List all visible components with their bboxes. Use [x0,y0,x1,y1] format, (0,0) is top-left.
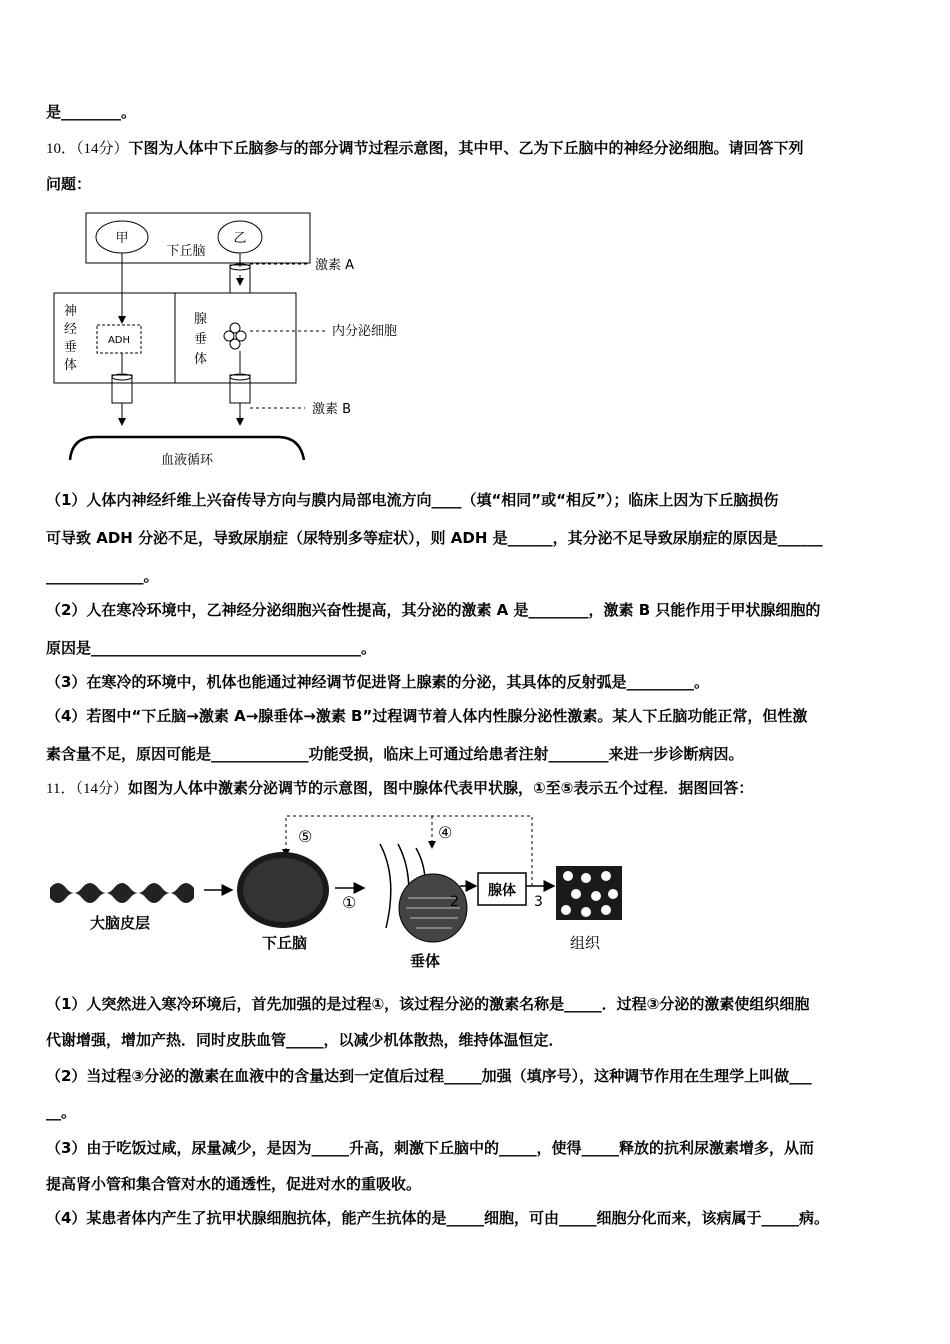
q11-p3-line2: 提高肾小管和集合管对水的通透性，促进对水的重吸收。 [46,1175,422,1193]
cerebral-cortex-shape [50,883,194,903]
q10-stem-line2: 问题： [46,175,92,193]
gland-label: 腺体 [488,883,516,899]
adeno-pit-char3: 体 [194,352,208,367]
step-3-label: 3 [534,894,543,910]
q10-p2-line2: 原因是____________________________________。 [46,639,377,657]
q11-p1-line1: （1）人突然进入寒冷环境后，首先加强的是过程①，该过程分泌的激素名称是_____．过程③分泌的激素使组织细胞 [46,995,810,1013]
q10-stem-line1 [46,138,804,159]
cortex-label: 大脑皮层 [90,914,151,932]
cell-jia-label: 甲 [115,231,129,246]
step-1-label: ① [342,893,357,912]
q11-diagram [48,808,648,978]
q11-stem [46,778,753,799]
neuro-pit-char2: 经 [64,322,78,337]
hypothalamus-label: 下丘脑 [166,244,206,259]
hormone-a-label: 激素 A [315,258,355,273]
q10-p1-line1: （1）人体内神经纤维上兴奋传导方向与膜内局部电流方向____（填“相同”或“相反”）；临床上因为下丘脑损伤 [46,491,779,509]
q11-p2-line2: __。 [46,1103,77,1121]
q10-diagram [50,205,420,470]
q11-score: （14分） [75,781,128,797]
q11-stem-text: 如图为人体中激素分泌调节的示意图，图中腺体代表甲状腺，①至⑤表示五个过程．据图回答： [127,779,754,797]
q10-score: （14分） [76,141,129,157]
blood-label: 血液循环 [160,453,214,468]
adeno-pit-char2: 垂 [194,332,208,347]
q10-p4-line2: 素含量不足，原因可能是_____________功能受损，临床上可通过给患者注射________来进一步诊断病因。 [46,745,744,763]
q10-p1-line3: _____________。 [46,567,159,585]
q10-p3-line1: （3）在寒冷的环境中，机体也能通过神经调节促进肾上腺素的分泌，其具体的反射弧是_________。 [46,673,709,691]
q11-p4-line1: （4）某患者体内产生了抗甲状腺细胞抗体，能产生抗体的是_____细胞，可由_____细胞分化而来，该病属于_____病。 [46,1209,829,1227]
adh-label: ADH [107,335,131,346]
neuro-pit-char3: 垂 [64,340,78,355]
cell-yi-label: 乙 [233,231,247,246]
q10-p4-line1: （4）若图中“下丘脑→激素 A→腺垂体→激素 B”过程调节着人体内性腺分泌性激素。某人下丘脑功能正常，但性激 [46,707,808,725]
q11-p2-line1: （2）当过程③分泌的激素在血液中的含量达到一定值后过程_____加强（填序号），这种调节作用在生理学上叫做___ [46,1067,812,1085]
step-5-label: ⑤ [298,827,313,846]
q11-number: 11． [46,781,76,797]
q11-p3-line1: （3）由于吃饭过咸，尿量减少，是因为_____升高，刺激下丘脑中的_____，使得_____释放的抗利尿激素增多，从而 [46,1139,814,1157]
previous-question-tail: 是________。 [46,103,137,121]
neuro-pit-char4: 体 [64,358,78,373]
step-4-label: ④ [438,823,453,842]
q10-p1-line2: 可导致 ADH 分泌不足，导致尿崩症（尿特别多等症状），则 ADH 是______，其分泌不足导致尿崩症的原因是______ [46,529,823,547]
q10-stem-text: 下图为人体中下丘脑参与的部分调节过程示意图，其中甲、乙为下丘脑中的神经分泌细胞。请回答下列 [128,139,804,157]
hypothalamus-label: 下丘脑 [262,934,308,952]
endocrine-cell-label: 内分泌细胞 [332,324,398,339]
endocrine-cells [224,323,246,349]
pituitary-label: 垂体 [410,952,441,970]
tissue-label: 组织 [570,934,601,952]
q10-p2-line1: （2）人在寒冷环境中，乙神经分泌细胞兴奋性提高，其分泌的激素 A 是________，激素 B 只能作用于甲状腺细胞的 [46,601,821,619]
q11-p1-line2: 代谢增强，增加产热．同时皮肤血管_____，以减少机体散热，维持体温恒定． [46,1031,564,1049]
q10-number: 10． [46,141,77,157]
neuro-pit-char1: 神 [64,304,78,319]
adeno-pit-char1: 腺 [194,312,208,327]
hormone-b-label: 激素 B [312,402,352,417]
step-2-label: 2 [450,894,459,910]
tissue-shape [556,866,622,920]
